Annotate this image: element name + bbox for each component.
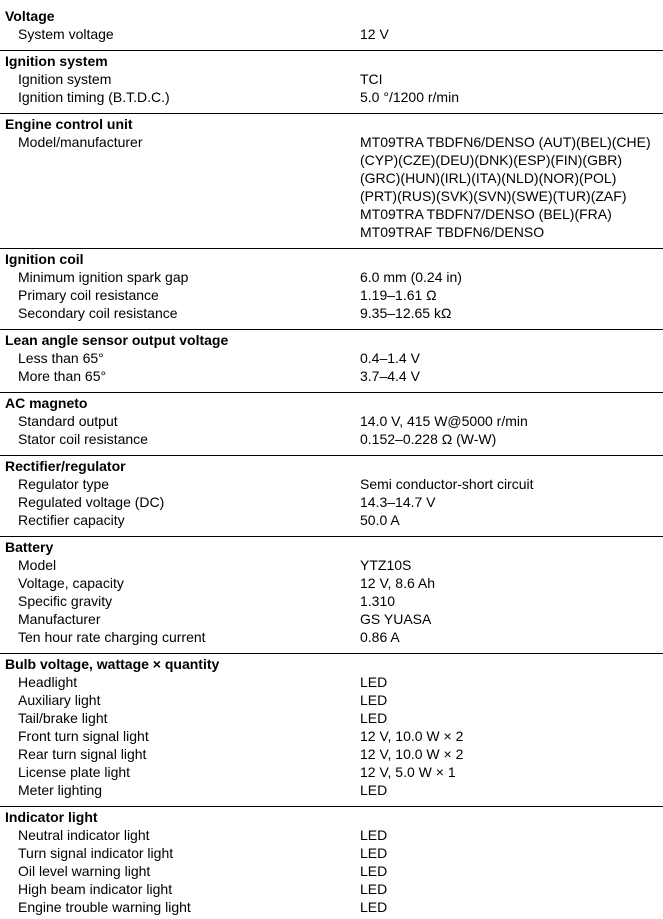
spec-value-line: LED	[360, 692, 388, 708]
spec-value	[360, 844, 663, 862]
spec-label: Front turn signal light	[18, 728, 149, 744]
spec-value-line: (GRC)(HUN)(IRL)(ITA)(NLD)(NOR)(POL)	[360, 170, 617, 186]
spec-value	[360, 286, 663, 304]
spec-value-line: 12 V, 10.0 W × 2	[360, 746, 464, 762]
spec-label: Specific gravity	[18, 593, 113, 609]
spec-value	[360, 709, 663, 727]
spec-row	[0, 826, 663, 844]
spec-row	[0, 709, 663, 727]
section-heading: Voltage	[5, 8, 55, 24]
spec-label: Ignition system	[18, 71, 112, 87]
spec-value	[360, 475, 663, 493]
spec-row	[0, 511, 663, 529]
spec-value	[360, 133, 663, 241]
spec-value	[360, 493, 663, 511]
spec-value-line: MT09TRA TBDFN7/DENSO (BEL)(FRA)	[360, 206, 612, 222]
spec-label: Turn signal indicator light	[18, 845, 174, 861]
spec-value-line: 3.7–4.4 V	[360, 368, 420, 384]
spec-row	[0, 268, 663, 286]
spec-value	[360, 367, 663, 385]
spec-label: Stator coil resistance	[18, 431, 148, 447]
spec-value-line: 1.19–1.61 Ω	[360, 287, 437, 303]
spec-value	[360, 70, 663, 88]
spec-value-line: LED	[360, 674, 388, 690]
spec-label: More than 65°	[18, 368, 107, 384]
spec-label: Voltage, capacity	[18, 575, 124, 591]
spec-value-line: 0.4–1.4 V	[360, 350, 420, 366]
spec-label: Auxiliary light	[18, 692, 101, 708]
spec-value	[360, 826, 663, 844]
spec-value	[360, 511, 663, 529]
spec-row	[0, 592, 663, 610]
spec-value	[360, 304, 663, 322]
spec-label: System voltage	[18, 26, 114, 42]
spec-label: Model	[18, 557, 57, 573]
spec-row	[0, 745, 663, 763]
spec-row	[0, 349, 663, 367]
spec-value-line: 12 V	[360, 26, 389, 42]
spec-value	[360, 727, 663, 745]
spec-row	[0, 844, 663, 862]
spec-value	[360, 349, 663, 367]
spec-row	[0, 763, 663, 781]
section-heading: Ignition system	[5, 53, 108, 69]
spec-value-line: LED	[360, 899, 388, 915]
spec-row	[0, 25, 663, 43]
spec-label: Primary coil resistance	[18, 287, 159, 303]
spec-value-line: 6.0 mm (0.24 in)	[360, 269, 462, 285]
spec-value-line: YTZ10S	[360, 557, 412, 573]
spec-value	[360, 556, 663, 574]
spec-label: Ten hour rate charging current	[18, 629, 206, 645]
spec-value	[360, 880, 663, 898]
spec-label: Regulator type	[18, 476, 110, 492]
spec-row	[0, 781, 663, 799]
section-heading: Ignition coil	[5, 251, 84, 267]
spec-value	[360, 862, 663, 880]
spec-label: Meter lighting	[18, 782, 103, 798]
spec-label: Secondary coil resistance	[18, 305, 178, 321]
spec-value	[360, 673, 663, 691]
spec-value-line: Semi conductor-short circuit	[360, 476, 534, 492]
spec-value	[360, 745, 663, 763]
spec-label: Regulated voltage (DC)	[18, 494, 165, 510]
spec-value	[360, 430, 663, 448]
spec-value-line: (CYP)(CZE)(DEU)(DNK)(ESP)(FIN)(GBR)	[360, 152, 623, 168]
spec-label: Ignition timing (B.T.D.C.)	[18, 89, 170, 105]
spec-row	[0, 880, 663, 898]
spec-label: Model/manufacturer	[18, 134, 143, 150]
spec-value	[360, 763, 663, 781]
spec-label: Tail/brake light	[18, 710, 108, 726]
spec-value	[360, 412, 663, 430]
spec-value-line: 14.0 V, 415 W@5000 r/min	[360, 413, 528, 429]
spec-value-line: 9.35–12.65 kΩ	[360, 305, 452, 321]
spec-row	[0, 691, 663, 709]
spec-row	[0, 862, 663, 880]
spec-row	[0, 610, 663, 628]
spec-value	[360, 781, 663, 799]
spec-row	[0, 493, 663, 511]
spec-value	[360, 592, 663, 610]
section-heading: Rectifier/regulator	[5, 458, 126, 474]
spec-label: Rectifier capacity	[18, 512, 125, 528]
spec-row	[0, 673, 663, 691]
section-heading: Indicator light	[5, 809, 98, 825]
spec-value-line: LED	[360, 863, 388, 879]
spec-row	[0, 367, 663, 385]
spec-row	[0, 574, 663, 592]
spec-row	[0, 898, 663, 916]
spec-value-line: 14.3–14.7 V	[360, 494, 436, 510]
spec-label: Headlight	[18, 674, 78, 690]
spec-value	[360, 610, 663, 628]
spec-value-line: LED	[360, 710, 388, 726]
spec-row	[0, 304, 663, 322]
spec-label: Engine trouble warning light	[18, 899, 191, 915]
spec-row	[0, 556, 663, 574]
spec-row	[0, 430, 663, 448]
spec-label: Neutral indicator light	[18, 827, 150, 843]
section-heading: Engine control unit	[5, 116, 133, 132]
spec-label: Less than 65°	[18, 350, 104, 366]
spec-value-line: (PRT)(RUS)(SVK)(SVN)(SWE)(TUR)(ZAF)	[360, 188, 627, 204]
spec-value	[360, 628, 663, 646]
spec-value	[360, 574, 663, 592]
spec-value-line: 0.152–0.228 Ω (W-W)	[360, 431, 497, 447]
spec-row	[0, 133, 663, 241]
spec-value-line: LED	[360, 827, 388, 843]
spec-value	[360, 88, 663, 106]
spec-row	[0, 628, 663, 646]
spec-label: Rear turn signal light	[18, 746, 147, 762]
spec-value	[360, 691, 663, 709]
spec-label: Manufacturer	[18, 611, 101, 627]
spec-value	[360, 25, 663, 43]
spec-label: Oil level warning light	[18, 863, 151, 879]
spec-row	[0, 412, 663, 430]
section-heading: Battery	[5, 539, 54, 555]
spec-value	[360, 898, 663, 916]
spec-value-line: LED	[360, 881, 388, 897]
spec-value-line: 12 V, 10.0 W × 2	[360, 728, 464, 744]
spec-label: High beam indicator light	[18, 881, 173, 897]
spec-row	[0, 88, 663, 106]
spec-value-line: GS YUASA	[360, 611, 432, 627]
spec-value-line: TCI	[360, 71, 383, 87]
spec-row	[0, 286, 663, 304]
spec-value-line: 12 V, 8.6 Ah	[360, 575, 435, 591]
spec-label: Standard output	[18, 413, 118, 429]
spec-value-line: 12 V, 5.0 W × 1	[360, 764, 456, 780]
spec-value-line: LED	[360, 782, 388, 798]
spec-value-line: 1.310	[360, 593, 396, 609]
section-heading: AC magneto	[5, 395, 88, 411]
spec-row	[0, 70, 663, 88]
spec-value-line: MT09TRAF TBDFN6/DENSO	[360, 224, 545, 240]
section-heading: Lean angle sensor output voltage	[5, 332, 229, 348]
spec-row	[0, 727, 663, 745]
spec-row	[0, 475, 663, 493]
spec-label: License plate light	[18, 764, 131, 780]
spec-value-line: MT09TRA TBDFN6/DENSO (AUT)(BEL)(CHE)	[360, 134, 651, 150]
spec-label: Minimum ignition spark gap	[18, 269, 189, 285]
spec-value	[360, 268, 663, 286]
spec-value-line: 50.0 A	[360, 512, 400, 528]
spec-value-line: 5.0 °/1200 r/min	[360, 89, 459, 105]
spec-value-line: LED	[360, 845, 388, 861]
section-heading: Bulb voltage, wattage × quantity	[5, 656, 220, 672]
spec-value-line: 0.86 A	[360, 629, 400, 645]
